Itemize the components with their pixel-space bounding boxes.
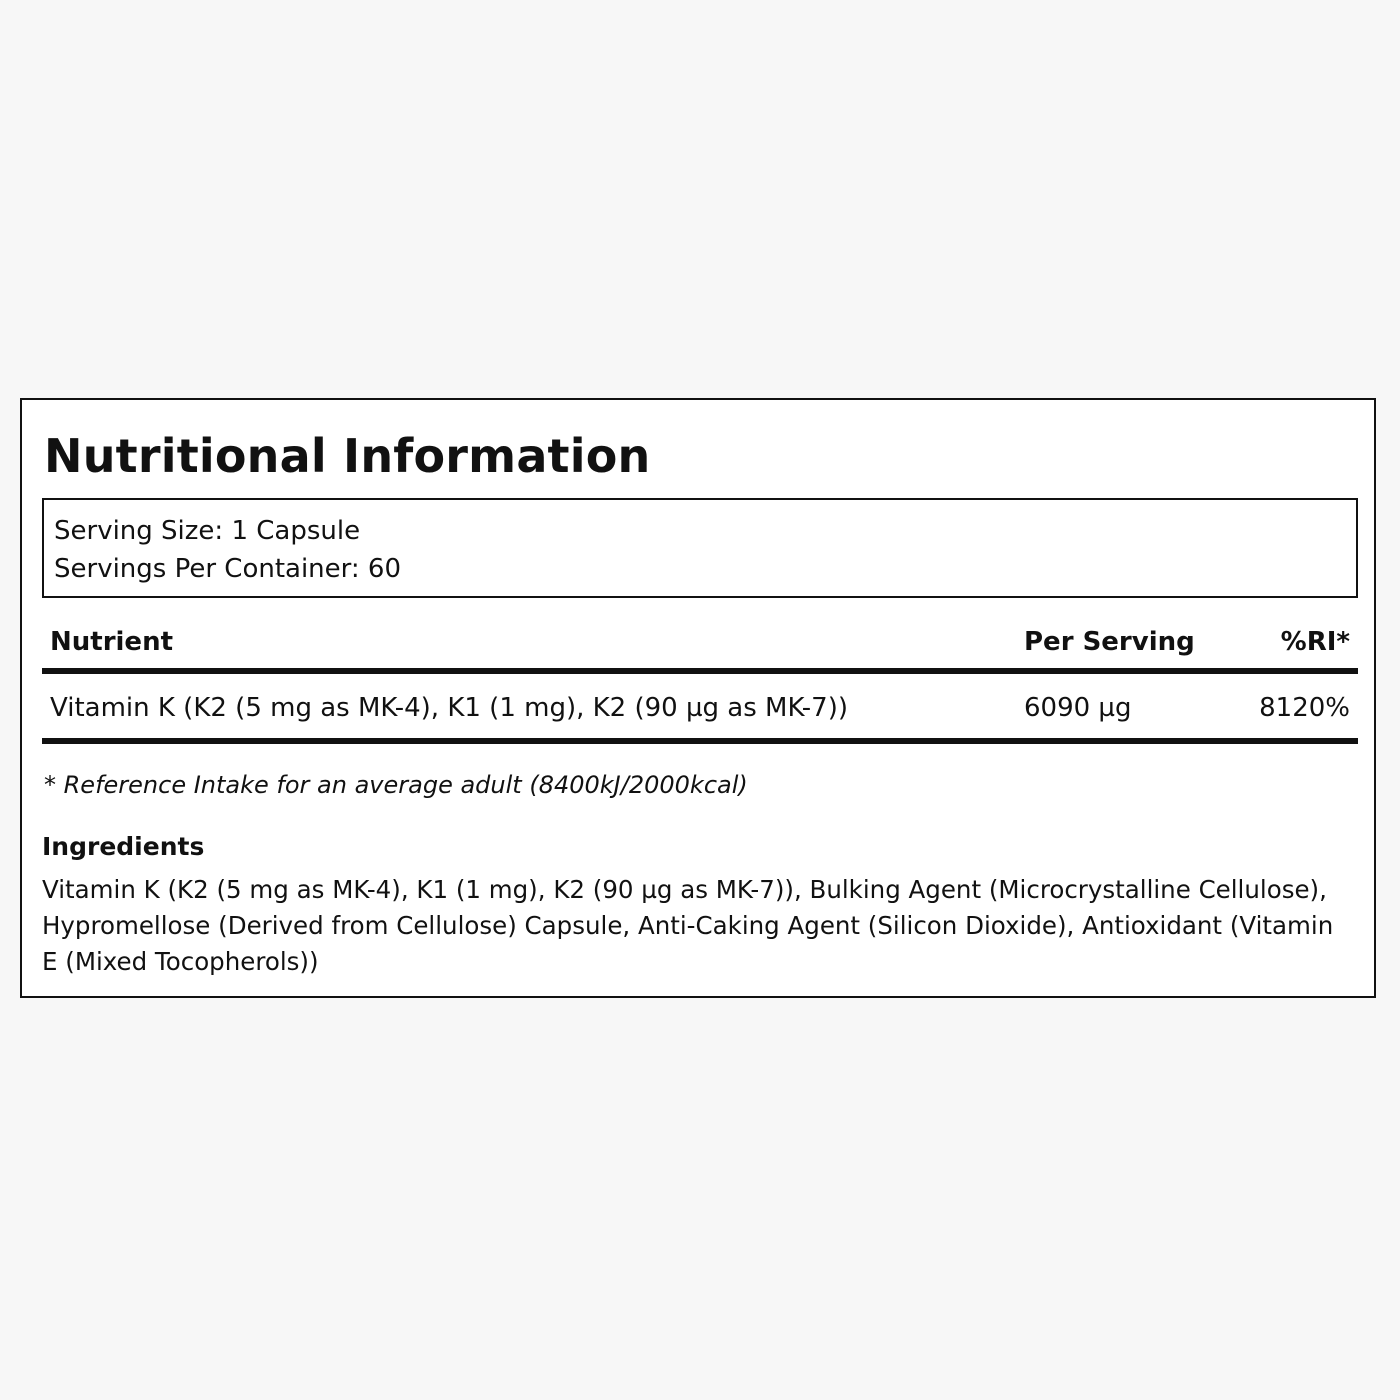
table-row <box>42 674 1358 738</box>
row-per-serving: 6090 µg <box>1024 693 1132 723</box>
serving-size: Serving Size: 1 Capsule <box>54 516 361 546</box>
ingredients-text: Vitamin K (K2 (5 mg as MK-4), K1 (1 mg), K2 (90 µg as MK-7)), Bulking Agent (Microcrystalline Cellulose), Hypromellose (Derived from Cellulose) Capsule, Anti-Caking Agent (Silicon Dioxide), Antioxidant (Vitamin E (Mixed Tocopherols)) <box>42 875 1334 976</box>
nutrient-table <box>42 616 1358 744</box>
servings-per-container: Servings Per Container: 60 <box>54 554 402 584</box>
row-ri: 8120% <box>1259 693 1350 723</box>
serving-info-box <box>42 498 1358 598</box>
table-header-row <box>42 616 1358 668</box>
row-nutrient: Vitamin K (K2 (5 mg as MK-4), K1 (1 mg), K2 (90 µg as MK-7)) <box>50 693 848 723</box>
header-nutrient: Nutrient <box>50 627 174 657</box>
nutrition-panel <box>20 398 1376 998</box>
panel-title: Nutritional Information <box>44 429 651 483</box>
header-per-serving: Per Serving <box>1024 627 1195 657</box>
reference-intake-footnote: * Reference Intake for an average adult (8400kJ/2000kcal) <box>44 771 748 799</box>
header-ri: %RI* <box>1280 627 1350 657</box>
ingredients-heading: Ingredients <box>42 832 205 861</box>
